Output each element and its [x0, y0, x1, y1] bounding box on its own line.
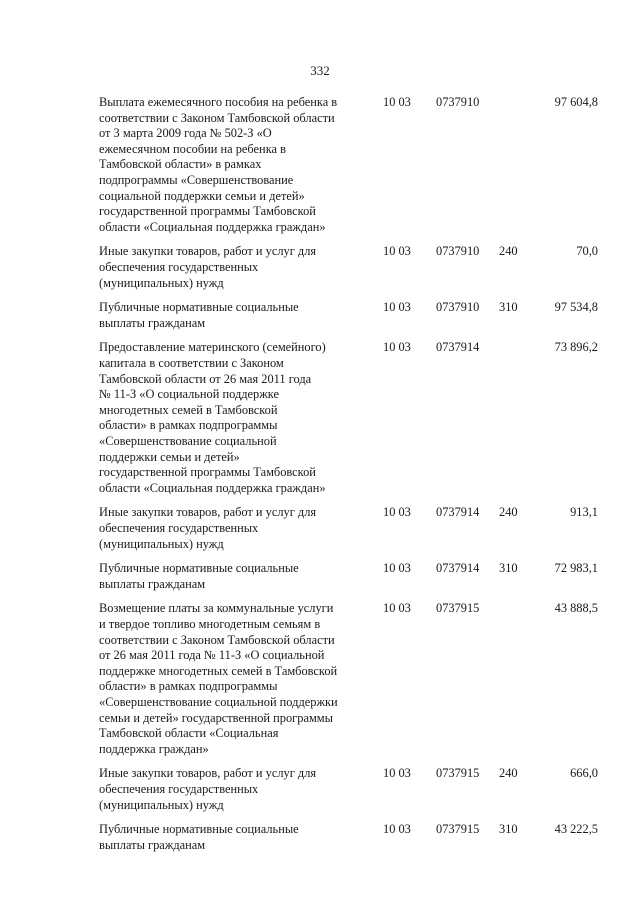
- description-line: подпрограммы «Совершенствование: [99, 172, 294, 187]
- description-line: соответствии с Законом Тамбовской области: [99, 632, 335, 647]
- row-section: 10 03: [383, 300, 411, 315]
- description-line: «Совершенствование социальной поддержки: [99, 694, 338, 709]
- description-line: и твердое топливо многодетным семьям в: [99, 616, 321, 631]
- table-row: [0, 244, 640, 291]
- description-line: (муниципальных) нужд: [99, 275, 224, 290]
- row-target-code: 0737915: [436, 766, 480, 781]
- row-description: [99, 244, 364, 291]
- description-line: Тамбовской области «Социальная: [99, 726, 279, 741]
- description-line: Иные закупки товаров, работ и услуг для: [99, 766, 317, 781]
- description-line: Публичные нормативные социальные: [99, 300, 299, 315]
- row-description: [99, 561, 364, 592]
- description-line: поддержке многодетных семей в Тамбовской: [99, 663, 338, 678]
- row-section: 10 03: [383, 505, 411, 520]
- description-line: государственной программы Тамбовской: [99, 204, 316, 219]
- row-target-code: 0737914: [436, 561, 480, 576]
- description-line: ежемесячном пособии на ребенка в: [99, 141, 286, 156]
- description-line: обеспечения государственных: [99, 520, 259, 535]
- description-line: государственной программы Тамбовской: [99, 465, 316, 480]
- row-section: 10 03: [383, 340, 411, 355]
- description-line: капитала в соответствии с Законом: [99, 355, 284, 370]
- description-line: (муниципальных) нужд: [99, 536, 224, 551]
- row-amount: 913,1: [570, 505, 598, 520]
- description-line: Публичные нормативные социальные: [99, 822, 299, 837]
- row-expense-type: 310: [499, 561, 518, 576]
- row-target-code: 0737915: [436, 601, 480, 616]
- table-row: [0, 340, 640, 496]
- table-row: [0, 766, 640, 813]
- description-line: социальной поддержки семьи и детей»: [99, 188, 305, 203]
- row-section: 10 03: [383, 601, 411, 616]
- row-description: [99, 766, 364, 813]
- description-line: от 3 марта 2009 года № 502-З «О: [99, 126, 272, 141]
- description-line: области «Социальная поддержка граждан»: [99, 219, 326, 234]
- row-target-code: 0737910: [436, 300, 480, 315]
- description-line: выплаты гражданам: [99, 315, 206, 330]
- row-description: [99, 95, 364, 235]
- row-description: [99, 822, 364, 853]
- description-line: обеспечения государственных: [99, 259, 259, 274]
- row-expense-type: 310: [499, 822, 518, 837]
- description-line: Иные закупки товаров, работ и услуг для: [99, 244, 317, 259]
- row-amount: 666,0: [570, 766, 598, 781]
- description-line: Предоставление материнского (семейного): [99, 340, 326, 355]
- row-amount: 70,0: [576, 244, 598, 259]
- description-line: от 26 мая 2011 года № 11-З «О социальной: [99, 648, 325, 663]
- row-description: [99, 505, 364, 552]
- row-section: 10 03: [383, 766, 411, 781]
- table-row: [0, 561, 640, 592]
- row-target-code: 0737914: [436, 505, 480, 520]
- row-description: [99, 300, 364, 331]
- row-section: 10 03: [383, 561, 411, 576]
- description-line: Иные закупки товаров, работ и услуг для: [99, 505, 317, 520]
- row-amount: 43 888,5: [554, 601, 598, 616]
- table-row: [0, 822, 640, 853]
- row-expense-type: 240: [499, 766, 518, 781]
- row-section: 10 03: [383, 244, 411, 259]
- row-amount: 73 896,2: [554, 340, 598, 355]
- description-line: поддержки семьи и детей»: [99, 449, 240, 464]
- description-line: поддержка граждан»: [99, 741, 209, 756]
- description-line: (муниципальных) нужд: [99, 797, 224, 812]
- row-description: [99, 340, 364, 496]
- description-line: обеспечения государственных: [99, 781, 259, 796]
- row-amount: 97 604,8: [554, 95, 598, 109]
- row-expense-type: 240: [499, 244, 518, 259]
- description-line: области «Социальная поддержка граждан»: [99, 480, 326, 495]
- row-expense-type: 310: [499, 300, 518, 315]
- description-line: области» в рамках подпрограммы: [99, 418, 278, 433]
- row-target-code: 0737914: [436, 340, 480, 355]
- description-line: Публичные нормативные социальные: [99, 561, 299, 576]
- table-row: [0, 505, 640, 552]
- table-row: [0, 300, 640, 331]
- description-line: выплаты гражданам: [99, 837, 206, 852]
- description-line: многодетных семей в Тамбовской: [99, 402, 278, 417]
- row-amount: 43 222,5: [554, 822, 598, 837]
- description-line: выплаты гражданам: [99, 576, 206, 591]
- description-line: соответствии с Законом Тамбовской области: [99, 110, 335, 125]
- description-line: «Совершенствование социальной: [99, 433, 277, 448]
- row-amount: 72 983,1: [554, 561, 598, 576]
- row-amount: 97 534,8: [554, 300, 598, 315]
- row-target-code: 0737910: [436, 95, 480, 109]
- description-line: Тамбовской области от 26 мая 2011 года: [99, 371, 312, 386]
- row-expense-type: 240: [499, 505, 518, 520]
- page-number: 332: [310, 63, 330, 78]
- table-row: [0, 601, 640, 757]
- description-line: Возмещение платы за коммунальные услуги: [99, 601, 334, 616]
- row-target-code: 0737910: [436, 244, 480, 259]
- row-target-code: 0737915: [436, 822, 480, 837]
- table-row: [0, 95, 640, 235]
- description-line: семьи и детей» государственной программы: [99, 710, 333, 725]
- row-description: [99, 601, 364, 757]
- description-line: области» в рамках подпрограммы: [99, 679, 278, 694]
- description-line: Тамбовской области» в рамках: [99, 157, 262, 172]
- description-line: № 11-З «О социальной поддержке: [99, 387, 280, 402]
- description-line: Выплата ежемесячного пособия на ребенка в: [99, 95, 338, 109]
- row-section: 10 03: [383, 95, 411, 109]
- row-section: 10 03: [383, 822, 411, 837]
